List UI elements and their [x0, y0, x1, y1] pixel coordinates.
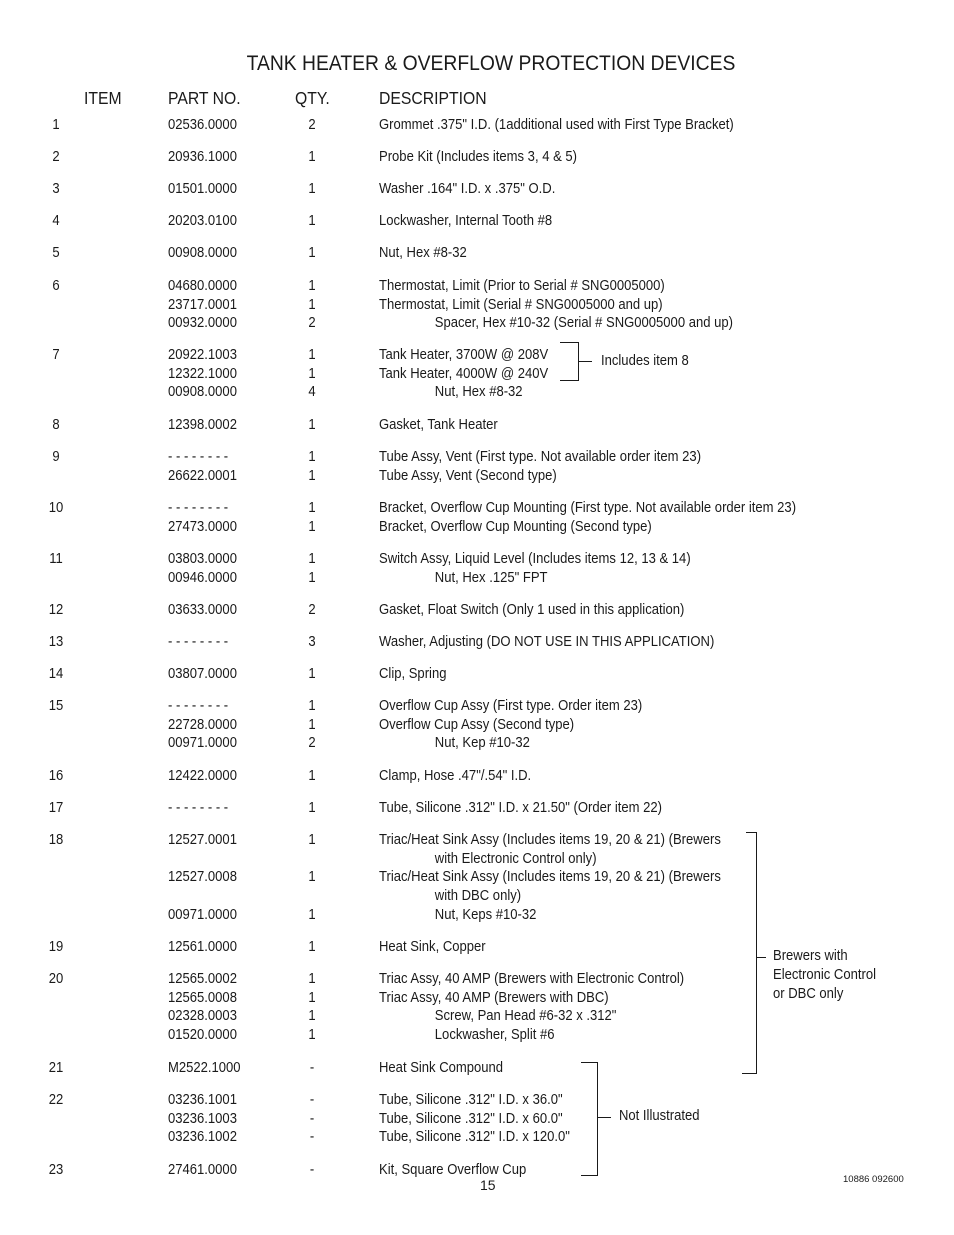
- part-number: 00971.0000: [168, 906, 237, 923]
- description: Heat Sink Compound: [379, 1060, 504, 1076]
- quantity: 1: [308, 551, 316, 567]
- quantity: 1: [308, 347, 316, 363]
- quantity: 1: [308, 213, 316, 229]
- description: Tube Assy, Vent (Second type): [379, 467, 557, 484]
- part-number: 03803.0000: [168, 551, 237, 567]
- quantity: 3: [308, 634, 316, 650]
- item-number: 7: [52, 347, 60, 363]
- item-number: 21: [48, 1060, 64, 1076]
- quantity: -: [309, 1110, 315, 1127]
- quantity: 1: [308, 800, 316, 816]
- part-number: 20922.1003: [168, 347, 237, 363]
- part-number: 12565.0002: [168, 971, 237, 987]
- quantity: 1: [308, 296, 316, 313]
- item-number: 8: [52, 417, 60, 433]
- part-number: 00908.0000: [168, 384, 237, 401]
- part-number: - - - - - - - -: [168, 800, 229, 816]
- quantity: 1: [308, 569, 316, 586]
- header-part-no: PART NO.: [168, 88, 241, 108]
- part-number: 00971.0000: [168, 735, 237, 752]
- part-number: 01520.0000: [168, 1027, 237, 1044]
- item-number: 12: [48, 602, 64, 618]
- description: Washer .164" I.D. x .375" O.D.: [379, 181, 556, 197]
- quantity: 1: [308, 518, 316, 535]
- description: Nut, Hex #8-32: [434, 384, 523, 401]
- description: Tube, Silicone .312" I.D. x 120.0": [379, 1129, 570, 1146]
- part-number: 12527.0001: [168, 832, 237, 848]
- part-number: 12422.0000: [168, 768, 237, 784]
- description: with Electronic Control only): [434, 850, 597, 867]
- description: Probe Kit (Includes items 3, 4 & 5): [379, 149, 578, 165]
- item-number: 5: [52, 245, 60, 261]
- part-number: 12561.0000: [168, 939, 237, 955]
- quantity: 1: [308, 698, 316, 714]
- part-number: 22728.0000: [168, 716, 237, 733]
- description: Thermostat, Limit (Prior to Serial # SNG0005000): [379, 278, 665, 294]
- description: Tank Heater, 3700W @ 208V: [379, 347, 549, 363]
- quantity: 1: [308, 939, 316, 955]
- quantity: 1: [308, 989, 316, 1006]
- part-number: 23717.0001: [168, 296, 237, 313]
- quantity: 1: [308, 467, 316, 484]
- part-number: 20203.0100: [168, 213, 237, 229]
- note-includes-item-8: Includes item 8: [601, 353, 689, 369]
- quantity: 1: [308, 832, 316, 848]
- quantity: 1: [308, 449, 316, 465]
- quantity: 1: [308, 278, 316, 294]
- quantity: 1: [308, 716, 316, 733]
- header-description: DESCRIPTION: [379, 88, 487, 108]
- part-number: 12527.0008: [168, 869, 237, 886]
- bracket-brewers: [742, 833, 766, 1074]
- part-number: 00908.0000: [168, 245, 237, 261]
- description: Triac/Heat Sink Assy (Includes items 19, 20 & 21) (Brewers: [379, 869, 721, 886]
- quantity: 2: [308, 315, 316, 332]
- description: Tank Heater, 4000W @ 240V: [379, 365, 549, 382]
- quantity: 1: [308, 768, 316, 784]
- description: Tube, Silicone .312" I.D. x 21.50" (Order item 22): [379, 800, 662, 816]
- description: Nut, Keps #10-32: [434, 906, 537, 923]
- part-number: - - - - - - - -: [168, 449, 229, 465]
- quantity: 1: [308, 1027, 316, 1044]
- description: Triac Assy, 40 AMP (Brewers with DBC): [379, 989, 609, 1006]
- part-number: 26622.0001: [168, 467, 237, 484]
- part-number: - - - - - - - -: [168, 698, 229, 714]
- item-number: 3: [52, 181, 60, 197]
- part-number: 12322.1000: [168, 365, 237, 382]
- item-number: 9: [52, 449, 60, 465]
- item-number: 18: [48, 832, 64, 848]
- part-number: 12565.0008: [168, 989, 237, 1006]
- part-number: M2522.1000: [168, 1060, 241, 1076]
- quantity: -: [309, 1129, 315, 1146]
- description: Lockwasher, Internal Tooth #8: [379, 213, 553, 229]
- description: Overflow Cup Assy (First type. Order item 23): [379, 698, 643, 714]
- item-number: 4: [52, 213, 60, 229]
- part-number: - - - - - - - -: [168, 634, 229, 650]
- quantity: 1: [308, 906, 316, 923]
- description: Screw, Pan Head #6-32 x .312": [434, 1008, 617, 1025]
- quantity: 2: [308, 117, 316, 133]
- part-number: 03807.0000: [168, 666, 237, 682]
- quantity: 1: [308, 666, 316, 682]
- quantity: 1: [308, 417, 316, 433]
- description: Gasket, Float Switch (Only 1 used in this application): [379, 602, 685, 618]
- item-number: 13: [48, 634, 64, 650]
- item-number: 11: [49, 551, 63, 567]
- item-number: 1: [52, 117, 60, 133]
- description: Bracket, Overflow Cup Mounting (First type. Not available order item 23): [379, 500, 797, 516]
- item-number: 2: [52, 149, 60, 165]
- description: Tube Assy, Vent (First type. Not available order item 23): [379, 449, 702, 465]
- quantity: 1: [308, 365, 316, 382]
- part-number: - - - - - - - -: [168, 500, 229, 516]
- note-brewers-line3: or DBC only: [773, 986, 844, 1002]
- quantity: 1: [308, 500, 316, 516]
- quantity: 1: [308, 245, 316, 261]
- page-number: 15: [480, 1177, 496, 1193]
- description: Clamp, Hose .47"/.54" I.D.: [379, 768, 532, 784]
- note-brewers-line1: Brewers with: [773, 948, 848, 964]
- description: Nut, Kep #10-32: [434, 735, 530, 752]
- item-number: 22: [48, 1092, 64, 1108]
- description: Switch Assy, Liquid Level (Includes items 12, 13 & 14): [379, 551, 691, 567]
- item-number: 19: [48, 939, 64, 955]
- item-number: 15: [48, 698, 64, 714]
- note-brewers-line2: Electronic Control: [773, 967, 876, 983]
- item-number: 10: [48, 500, 64, 516]
- description: Heat Sink, Copper: [379, 939, 486, 955]
- item-number: 14: [48, 666, 64, 682]
- quantity: 1: [308, 1008, 316, 1025]
- part-number: 03236.1002: [168, 1129, 237, 1146]
- page-title: TANK HEATER & OVERFLOW PROTECTION DEVICES: [246, 52, 736, 75]
- description: Kit, Square Overflow Cup: [379, 1162, 527, 1178]
- description: Tube, Silicone .312" I.D. x 36.0": [379, 1092, 563, 1108]
- description: Thermostat, Limit (Serial # SNG0005000 and up): [379, 296, 663, 313]
- item-number: 17: [48, 800, 64, 816]
- document-code: 10886 092600: [843, 1174, 904, 1185]
- description: Triac/Heat Sink Assy (Includes items 19, 20 & 21) (Brewers: [379, 832, 721, 848]
- item-number: 6: [52, 278, 60, 294]
- item-number: 23: [48, 1162, 64, 1178]
- quantity: 1: [308, 149, 316, 165]
- description: Spacer, Hex #10-32 (Serial # SNG0005000 and up): [434, 315, 733, 332]
- part-number: 20936.1000: [168, 149, 237, 165]
- part-number: 01501.0000: [168, 181, 237, 197]
- quantity: 1: [308, 971, 316, 987]
- part-number: 00932.0000: [168, 315, 237, 332]
- quantity: 4: [308, 384, 316, 401]
- description: Lockwasher, Split #6: [434, 1027, 555, 1044]
- item-number: 16: [48, 768, 64, 784]
- quantity: 1: [308, 181, 316, 197]
- part-number: 03236.1001: [168, 1092, 237, 1108]
- quantity: 1: [308, 869, 316, 886]
- part-number: 03633.0000: [168, 602, 237, 618]
- part-number: 03236.1003: [168, 1110, 237, 1127]
- description: Clip, Spring: [379, 666, 447, 682]
- part-number: 02536.0000: [168, 117, 237, 133]
- part-number: 02328.0003: [168, 1008, 237, 1025]
- bracket-not-illustrated: [581, 1063, 611, 1176]
- quantity: -: [309, 1092, 315, 1108]
- quantity: 2: [308, 602, 316, 618]
- description: Triac Assy, 40 AMP (Brewers with Electronic Control): [379, 971, 685, 987]
- quantity: -: [309, 1060, 315, 1076]
- part-number: 04680.0000: [168, 278, 237, 294]
- bracket-includes-item-8: [560, 343, 592, 381]
- description: with DBC only): [434, 888, 522, 905]
- note-not-illustrated: Not Illustrated: [619, 1108, 700, 1124]
- description: Bracket, Overflow Cup Mounting (Second type): [379, 518, 652, 535]
- quantity: -: [309, 1162, 315, 1178]
- header-qty: QTY.: [295, 88, 330, 108]
- description: Tube, Silicone .312" I.D. x 60.0": [379, 1110, 563, 1127]
- quantity: 2: [308, 735, 316, 752]
- part-number: 27461.0000: [168, 1162, 237, 1178]
- part-number: 27473.0000: [168, 518, 237, 535]
- header-item: ITEM: [84, 88, 122, 108]
- part-number: 00946.0000: [168, 569, 237, 586]
- description: Gasket, Tank Heater: [379, 417, 498, 433]
- part-number: 12398.0002: [168, 417, 237, 433]
- description: Nut, Hex #8-32: [379, 245, 467, 261]
- description: Nut, Hex .125" FPT: [434, 569, 548, 586]
- description: Grommet .375" I.D. (1additional used with First Type Bracket): [379, 117, 734, 133]
- description: Overflow Cup Assy (Second type): [379, 716, 575, 733]
- item-number: 20: [48, 971, 64, 987]
- description: Washer, Adjusting (DO NOT USE IN THIS APPLICATION): [379, 634, 715, 650]
